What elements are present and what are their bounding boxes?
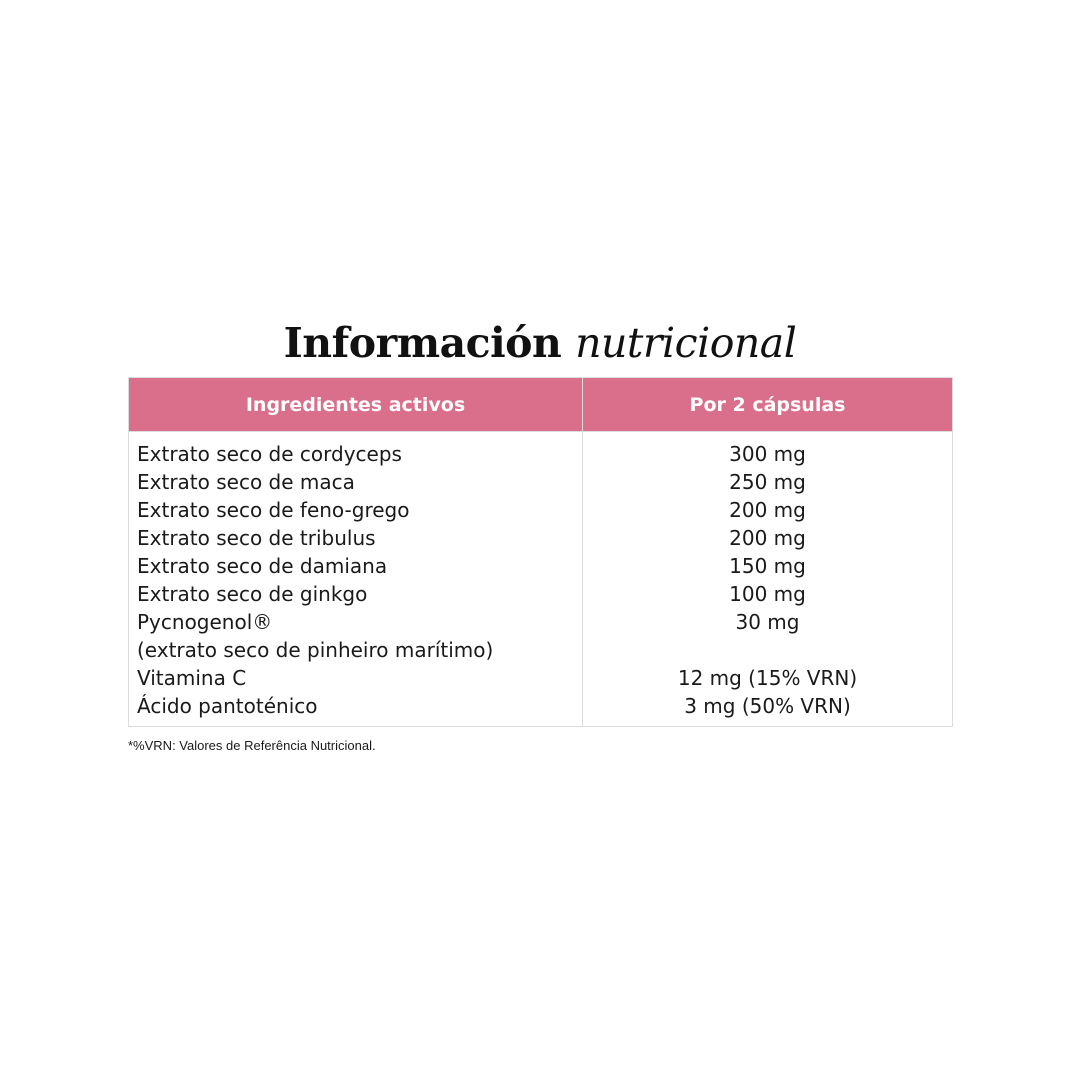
amount-item: 3 mg (50% VRN) [684, 694, 851, 718]
amount-item: 150 mg [729, 554, 806, 578]
amount-item: 250 mg [729, 470, 806, 494]
table-body-row [129, 432, 953, 727]
nutrition-table [128, 377, 953, 727]
amount-item: 30 mg [735, 610, 800, 634]
amount-item: 200 mg [729, 526, 806, 550]
footnote: *%VRN: Valores de Referência Nutricional. [128, 738, 376, 753]
ingredient-item: Extrato seco de tribulus [137, 526, 376, 550]
ingredients-cell [129, 432, 583, 727]
table-header-row [129, 378, 953, 432]
amount-item: 100 mg [729, 582, 806, 606]
ingredient-item: Extrato seco de damiana [137, 554, 388, 578]
page-title [0, 319, 1080, 367]
amount-item: 300 mg [729, 442, 806, 466]
title-main: Información [283, 319, 562, 368]
title-emphasis: nutricional [575, 319, 797, 368]
ingredient-item: Extrato seco de maca [137, 470, 355, 494]
ingredient-item: Extrato seco de cordyceps [137, 442, 402, 466]
header-ingredients: Ingredientes activos [129, 378, 583, 432]
header-dose: Por 2 cápsulas [583, 378, 953, 432]
ingredient-item: Vitamina C [137, 666, 247, 690]
ingredient-item: Pycnogenol® [137, 610, 273, 634]
ingredient-item: (extrato seco de pinheiro marítimo) [137, 638, 494, 662]
ingredient-item: Ácido pantoténico [137, 694, 318, 718]
amount-item: 200 mg [729, 498, 806, 522]
ingredient-item: Extrato seco de ginkgo [137, 582, 368, 606]
amounts-cell [583, 432, 953, 727]
ingredient-item: Extrato seco de feno-grego [137, 498, 410, 522]
amount-item: 12 mg (15% VRN) [677, 666, 858, 690]
amount-item [591, 636, 944, 664]
